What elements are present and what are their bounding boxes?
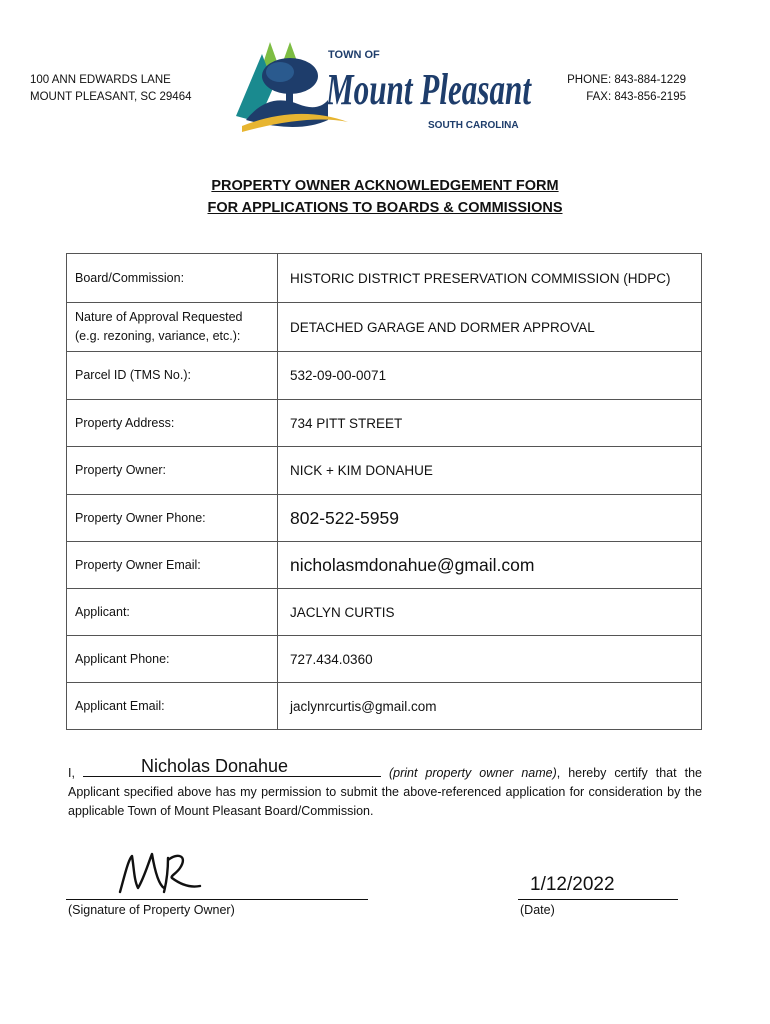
date-label: (Date) (520, 903, 555, 917)
row-owner-email (67, 542, 702, 589)
value-applicant-email: jaclynrcurtis@gmail.com (278, 683, 702, 730)
value-board: HISTORIC DISTRICT PRESERVATION COMMISSION (HDPC) (278, 254, 702, 303)
label-owner-phone: Property Owner Phone: (67, 495, 278, 542)
label-applicant-email: Applicant Email: (67, 683, 278, 730)
certification-paragraph (68, 756, 702, 821)
form-table (66, 253, 702, 730)
value-nature: DETACHED GARAGE AND DORMER APPROVAL (278, 303, 702, 352)
value-parcel: 532-09-00-0071 (278, 352, 702, 400)
cert-italic-note: (print property owner name) (388, 766, 557, 780)
value-owner-email: nicholasmdonahue@gmail.com (278, 542, 702, 589)
label-nature (67, 303, 278, 352)
value-address: 734 PITT STREET (278, 400, 702, 447)
title-line-2: FOR APPLICATIONS TO BOARDS & COMMISSIONS (207, 200, 563, 216)
town-contact (567, 72, 686, 106)
value-applicant: JACLYN CURTIS (278, 589, 702, 636)
owner-name-field[interactable] (83, 756, 381, 777)
address-line-2: MOUNT PLEASANT, SC 29464 (30, 91, 192, 103)
row-parcel (67, 352, 702, 400)
row-address (67, 400, 702, 447)
logo-town-of: TOWN OF (328, 49, 380, 61)
date-line[interactable] (518, 899, 678, 900)
label-parcel: Parcel ID (TMS No.): (67, 352, 278, 400)
cert-prefix: I, (68, 766, 75, 780)
fax-number: FAX: 843-856-2195 (586, 91, 686, 103)
owner-name-value: Nicholas Donahue (140, 756, 289, 776)
title-line-1: PROPERTY OWNER ACKNOWLEDGEMENT FORM (211, 178, 559, 194)
row-nature (67, 303, 702, 352)
label-owner: Property Owner: (67, 447, 278, 495)
row-owner-phone (67, 495, 702, 542)
row-applicant-email (67, 683, 702, 730)
row-owner (67, 447, 702, 495)
value-applicant-phone: 727.434.0360 (278, 636, 702, 683)
signature-label: (Signature of Property Owner) (68, 903, 235, 917)
town-address (30, 72, 192, 106)
signature-line[interactable] (66, 899, 368, 900)
label-applicant-phone: Applicant Phone: (67, 636, 278, 683)
date-value: 1/12/2022 (530, 874, 615, 895)
logo-state: SOUTH CAROLINA (428, 120, 519, 131)
label-address: Property Address: (67, 400, 278, 447)
form-title (0, 175, 770, 219)
town-logo (228, 34, 540, 134)
signature-mark (118, 848, 218, 898)
address-line-1: 100 ANN EDWARDS LANE (30, 74, 171, 86)
label-nature-line-1: Nature of Approval Requested (75, 310, 243, 324)
logo-name: Mount Pleasant (325, 65, 533, 114)
phone-number: PHONE: 843-884-1229 (567, 74, 686, 86)
row-applicant (67, 589, 702, 636)
row-applicant-phone (67, 636, 702, 683)
label-board: Board/Commission: (67, 254, 278, 303)
cert-text: , hereby certify that the Applicant specified above has my permission to submit the above-referenced application for consideration by the applicable Town of Mount Pleasant Board/Commission. (68, 766, 702, 818)
label-applicant: Applicant: (67, 589, 278, 636)
label-nature-line-2: (e.g. rezoning, variance, etc.): (75, 329, 241, 343)
value-owner: NICK + KIM DONAHUE (278, 447, 702, 495)
row-board (67, 254, 702, 303)
label-owner-email: Property Owner Email: (67, 542, 278, 589)
value-owner-phone: 802-522-5959 (278, 495, 702, 542)
